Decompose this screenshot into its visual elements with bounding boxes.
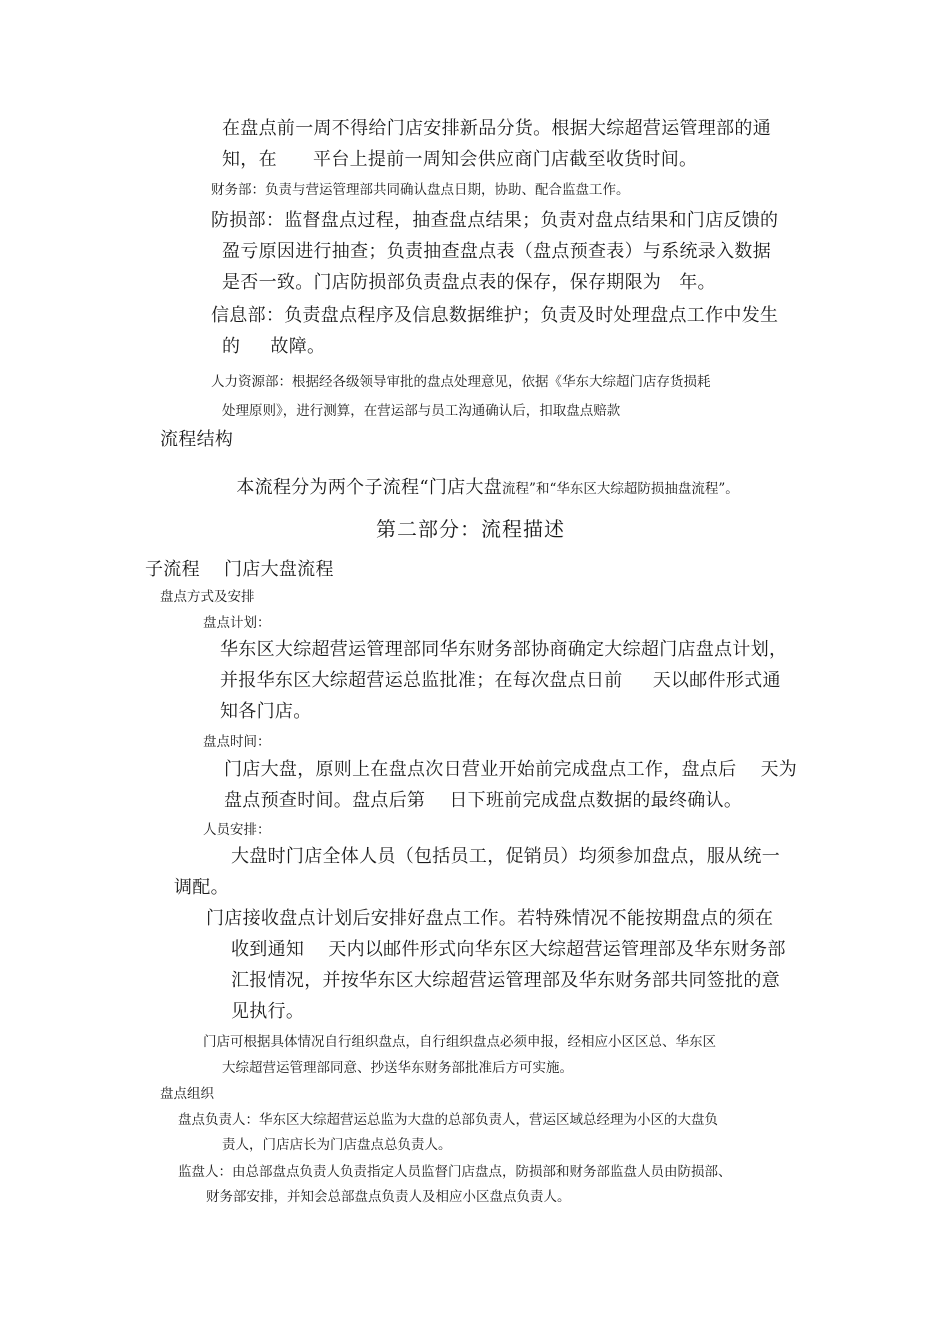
lead-line-2: 责人，门店店长为门店盘点总负责人。 (222, 1137, 452, 1153)
hr-line-1: 人力资源部：根据经各级领导审批的盘点处理意见，依据《华东大综超门店存货损耗 (211, 374, 711, 390)
notice-line-1: 门店接收盘点计划后安排好盘点工作。若特殊情况不能按期盘点的须在 (206, 908, 774, 929)
loss-prevention-line-3: 是否一致。门店防损部负责盘点表的保存，保存期限为 年。 (222, 272, 716, 293)
ops-line-2: 知，在 平台上提前一周知会供应商门店截至收货时间。 (222, 149, 698, 170)
time-label: 盘点时间： (203, 734, 271, 750)
structure-title: 流程结构 (160, 429, 234, 450)
loss-prevention-line-1: 防损部：监督盘点过程，抽查盘点结果；负责对盘点结果和门店反馈的 (211, 210, 779, 231)
staff-label: 人员安排： (203, 822, 271, 838)
plan-line-1: 华东区大综超营运管理部同华东财务部协商确定大综超门店盘点计划， (220, 639, 788, 660)
ops-line-1: 在盘点前一周不得给门店安排新品分货。根据大综超营运管理部的通 (222, 118, 771, 139)
structure-text-a: 本流程分为两个子流程“门店大盘 (236, 477, 503, 498)
supervisor-line-1: 监盘人：由总部盘点负责人负责指定人员监督门店盘点，防损部和财务部监盘人员由防损部、 (178, 1164, 732, 1180)
supervisor-line-2: 财务部安排，并知会总部盘点负责人及相应小区盘点负责人。 (206, 1189, 571, 1205)
structure-text-b: 流程”和“华东区大综超防损抽盘流程”。 (502, 481, 739, 497)
subflow-title: 子流程 门店大盘流程 (145, 559, 334, 580)
loss-prevention-line-2: 盈亏原因进行抽查；负责抽查盘点表（盘点预查表）与系统录入数据 (222, 241, 771, 262)
org-title: 盘点组织 (160, 1086, 214, 1102)
lead-line-1: 盘点负责人：华东区大综超营运总监为大盘的总部负责人，营运区域总经理为小区的大盘负 (178, 1112, 718, 1128)
notice-line-3: 汇报情况，并按华东区大综超营运管理部及华东财务部共同签批的意 (231, 970, 780, 991)
notice-line-4: 见执行。 (231, 1001, 305, 1022)
plan-line-2: 并报华东区大综超营运总监批准；在每次盘点日前 天以邮件形式通 (220, 670, 781, 691)
staff-line-1: 大盘时门店全体人员（包括员工，促销员）均须参加盘点，服从统一 (231, 846, 780, 867)
self-line-2: 大综超营运管理部同意、抄送华东财务部批准后方可实施。 (222, 1060, 573, 1076)
plan-line-3: 知各门店。 (220, 701, 312, 722)
time-line-1: 门店大盘，原则上在盘点次日营业开始前完成盘点工作，盘点后 天为 (224, 759, 798, 780)
part2-title: 第二部分：流程描述 (376, 517, 565, 541)
method-title: 盘点方式及安排 (160, 589, 255, 605)
structure-text (216, 463, 739, 513)
notice-line-2: 收到通知 天内以邮件形式向华东区大综超营运管理部及华东财务部 (231, 939, 786, 960)
time-line-2: 盘点预查时间。盘点后第 日下班前完成盘点数据的最终确认。 (224, 790, 743, 811)
info-line-2: 的 故障。 (222, 336, 326, 357)
finance-line: 财务部：负责与营运管理部共同确认盘点日期，协助、配合监盘工作。 (211, 182, 630, 198)
self-line-1: 门店可根据具体情况自行组织盘点，自行组织盘点必须申报，经相应小区区总、华东区 (203, 1034, 716, 1050)
staff-line-2: 调配。 (174, 877, 229, 898)
info-line-1: 信息部：负责盘点程序及信息数据维护；负责及时处理盘点工作中发生 (211, 305, 779, 326)
hr-line-2: 处理原则》，进行测算，在营运部与员工沟通确认后，扣取盘点赔款 (222, 403, 621, 419)
plan-label: 盘点计划： (203, 615, 271, 631)
